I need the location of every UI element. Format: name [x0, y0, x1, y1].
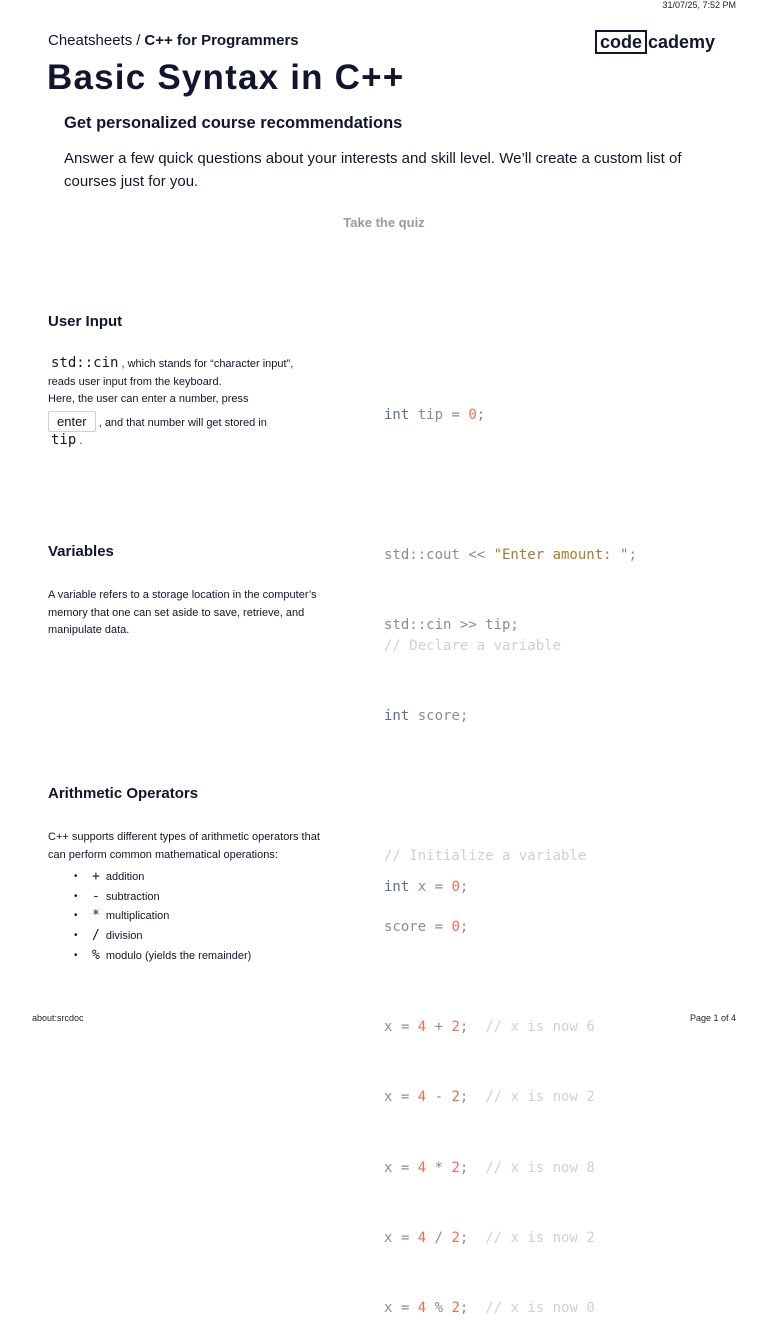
- enter-key: enter: [48, 411, 96, 433]
- code-token: x =: [384, 1229, 418, 1246]
- code-token: int: [384, 878, 410, 895]
- section-title-user-input: User Input: [48, 313, 123, 330]
- user-input-description: [48, 355, 338, 451]
- code-token: ;: [459, 1229, 486, 1246]
- breadcrumb-cheatsheets-link[interactable]: Cheatsheets: [48, 32, 133, 49]
- code-token: *: [426, 1159, 452, 1176]
- code-token: ;: [459, 1300, 486, 1317]
- code-token: ;: [459, 878, 469, 895]
- code-comment: // x is now 2: [485, 1229, 595, 1246]
- code-token: ;: [459, 1089, 486, 1106]
- code-token: score =: [384, 918, 452, 935]
- desc-text: Here, the user can enter a number, press: [48, 393, 249, 406]
- code-token: 4: [417, 1019, 427, 1036]
- print-datetime: 31/07/25, 7:52 PM: [662, 0, 736, 10]
- code-token: 0: [451, 918, 460, 935]
- code-token: 4: [417, 1300, 427, 1317]
- arithmetic-intro-text: C++ supports different types of arithmetic operators that can perform common mathematical operations:: [48, 831, 320, 861]
- operator-label: division: [105, 929, 143, 942]
- inline-code-std-cin: std::cin: [51, 355, 119, 371]
- section-title-arithmetic-operators: Arithmetic Operators: [48, 785, 199, 802]
- operator-label: multiplication: [105, 910, 170, 923]
- code-comment: // Initialize a variable: [384, 848, 587, 865]
- code-comment: // x is now 6: [485, 1019, 595, 1036]
- code-token: 2: [451, 1300, 460, 1317]
- code-comment: // x is now 0: [485, 1300, 595, 1317]
- desc-text: , and that number will get stored in: [98, 416, 267, 429]
- code-token: 0: [468, 406, 477, 423]
- code-token: score;: [409, 708, 469, 725]
- code-token: 2: [451, 1019, 460, 1036]
- list-item: [48, 907, 338, 927]
- code-token: ;: [459, 1019, 486, 1036]
- print-page-number: Page 1 of 4: [689, 1013, 736, 1023]
- page-title: Basic Syntax in C++: [47, 58, 405, 97]
- desc-text: .: [79, 435, 83, 448]
- code-token: 0: [451, 878, 460, 895]
- section-title-variables: Variables: [48, 543, 114, 560]
- operator-label: addition: [105, 871, 145, 884]
- breadcrumb: [48, 32, 299, 49]
- code-token: -: [426, 1089, 452, 1106]
- code-token: 4: [417, 1229, 427, 1246]
- code-token: /: [426, 1229, 452, 1246]
- operator-symbol: +: [92, 869, 100, 885]
- promo-heading: Get personalized course recommendations: [64, 114, 403, 132]
- operator-label: subtraction: [105, 890, 160, 903]
- variables-description: A variable refers to a storage location in the computer’s memory that one can set aside to save, retrieve, and manipulate data.: [48, 589, 317, 637]
- code-token: +: [426, 1019, 452, 1036]
- logo-text: cademy: [648, 31, 716, 52]
- codecademy-logo[interactable]: [595, 30, 715, 54]
- operator-symbol: /: [92, 927, 100, 943]
- code-block-arithmetic: [384, 829, 595, 1344]
- logo-box: code: [595, 30, 647, 54]
- code-token: 4: [417, 1089, 427, 1106]
- code-token: int: [384, 708, 410, 725]
- take-quiz-button[interactable]: Take the quiz: [320, 215, 448, 230]
- operator-list: [48, 868, 338, 966]
- breadcrumb-course-link[interactable]: C++ for Programmers: [144, 32, 299, 49]
- code-comment: // x is now 8: [485, 1159, 595, 1176]
- breadcrumb-separator: /: [136, 32, 141, 49]
- code-token: ;: [459, 918, 469, 935]
- print-url: about:srcdoc: [32, 1013, 84, 1023]
- list-item: [48, 927, 338, 947]
- desc-text: reads user input from the keyboard.: [48, 375, 222, 388]
- code-line: std::cin >> tip;: [384, 617, 519, 634]
- list-item: [48, 888, 338, 908]
- code-token: std::cout <<: [384, 547, 494, 564]
- code-token: "Enter amount: ": [493, 547, 629, 564]
- desc-text: , which stands for “character input”,: [121, 358, 294, 370]
- operator-symbol: -: [92, 888, 100, 904]
- code-token: ;: [459, 1159, 486, 1176]
- list-item: [48, 947, 338, 967]
- code-comment: // x is now 2: [485, 1089, 595, 1106]
- code-token: x =: [384, 1019, 418, 1036]
- code-token: ;: [628, 547, 637, 564]
- code-token: ;: [476, 406, 486, 423]
- code-token: x =: [409, 878, 452, 895]
- code-token: tip =: [409, 406, 469, 423]
- inline-code-tip: tip: [51, 432, 77, 449]
- promo-text: Answer a few quick questions about your interests and skill level. We’ll create a custom list of courses just for you.: [64, 150, 682, 190]
- arithmetic-description: [48, 829, 338, 966]
- operator-symbol: %: [92, 947, 100, 963]
- code-token: 2: [451, 1159, 460, 1176]
- code-token: int: [384, 406, 410, 423]
- code-token: x =: [384, 1300, 418, 1317]
- code-comment: // Declare a variable: [384, 637, 562, 654]
- code-token: %: [426, 1300, 452, 1317]
- list-item: [48, 868, 338, 888]
- code-token: 4: [417, 1159, 427, 1176]
- operator-label: modulo (yields the remainder): [105, 949, 252, 962]
- code-token: 2: [451, 1229, 460, 1246]
- code-token: x =: [384, 1089, 418, 1106]
- code-token: x =: [384, 1159, 418, 1176]
- operator-symbol: *: [92, 908, 100, 924]
- code-token: 2: [451, 1089, 460, 1106]
